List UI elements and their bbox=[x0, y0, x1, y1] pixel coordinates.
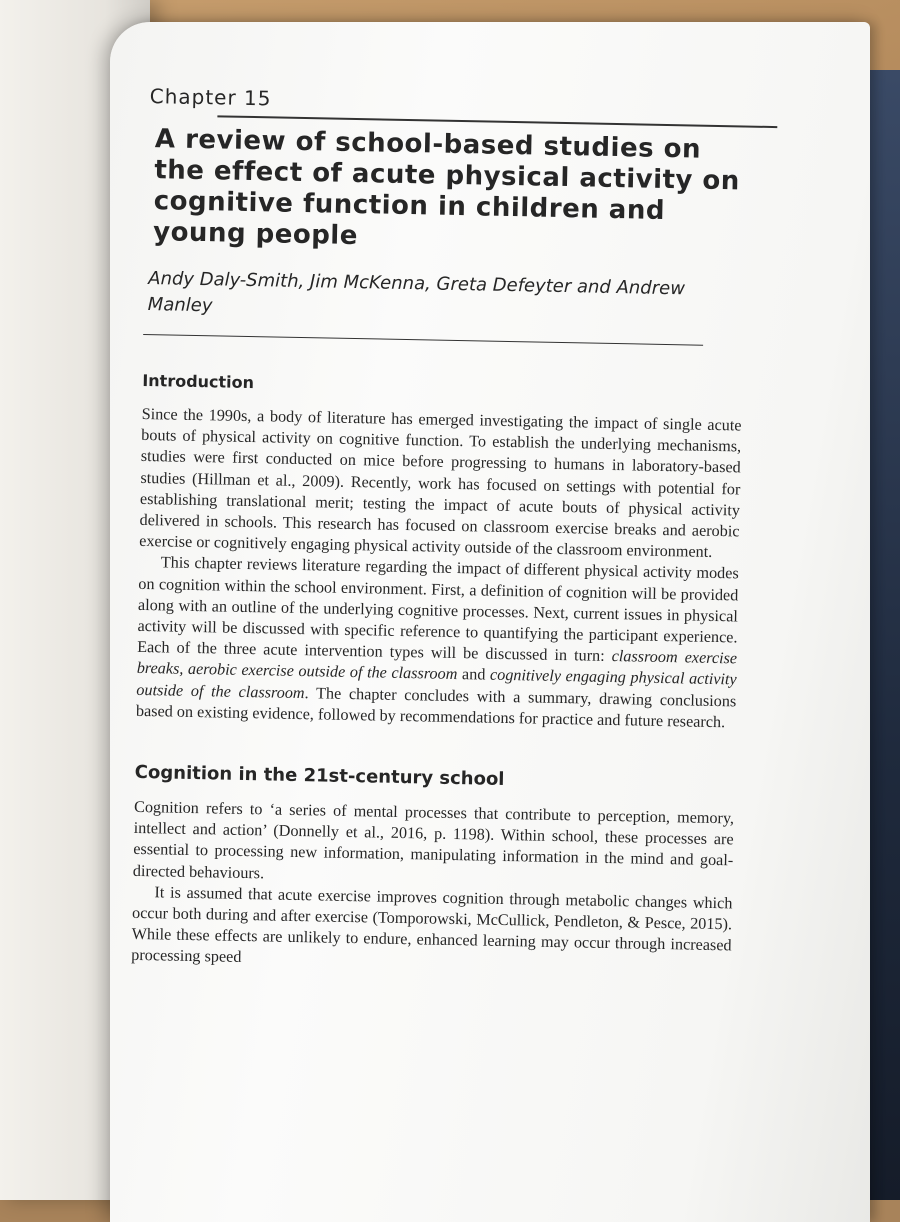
chapter-title: A review of school-based studies on the effect of acute physical activity on cognitive function in children and young people bbox=[152, 123, 741, 251]
chapter-authors: Andy Daly-Smith, Jim McKenna, Greta Defeyter and Andrew Manley bbox=[147, 267, 686, 316]
chapter-label: Chapter 15 bbox=[149, 84, 272, 111]
intro-p2-text-a: This chapter reviews literature regarding the impact of different physical activity modes on cognition within the school environment. First, a definition of cognition will be provided along with an outline of the underlying cognitive processes. Next, current issues in physical activity will be discussed with specific reference to quantifying the participant experience. Each of the three acute intervention types will be discussed in turn: bbox=[137, 553, 739, 666]
cognition-heading: Cognition in the 21st-century school bbox=[134, 761, 505, 791]
title-rule-bottom bbox=[143, 333, 703, 345]
introduction-paragraph-1: Since the 1990s, a body of literature has emerged investigating the impact of single acute bouts of physical activity on cognitive function. To establish the underlying mechanisms, studies were first conducted on mice before progressing to humans in laboratory-based studies (Hillman et al., 2009). Recently, work has focused on settings with potential for establishing translational merit; testing the impact of acute bouts of physical activity delivered in schools. This research has focused on classroom exercise breaks and aerobic exercise or cognitively engaging physical activity outside of the classroom environment. bbox=[139, 404, 742, 562]
cognition-paragraph-1: Cognition refers to ‘a series of mental processes that contribute to perception, memory, intellect and action’ (Donnelly et al., 2016, p. 1198). Within school, these processes are essential to processing new information, manipulating information in the mind and goal-directed behaviours. bbox=[132, 797, 735, 883]
intro-p2-emphasis-1: classroom exercise breaks, aerobic exercise outside of the classroom bbox=[136, 647, 738, 684]
intro-p2-emphasis-2: cognitively engaging physical activity outside of the classroom bbox=[136, 666, 737, 702]
intro-p2-and: and bbox=[457, 665, 491, 685]
page-content bbox=[131, 84, 748, 978]
introduction-heading: Introduction bbox=[142, 370, 255, 393]
intro-p2-text-b: . The chapter concludes with a summary, drawing conclusions based on existing evidence, followed by recommendations for practice and future research. bbox=[135, 683, 737, 732]
book-page bbox=[110, 22, 870, 1222]
introduction-paragraph-2 bbox=[136, 552, 739, 733]
cognition-paragraph-2: It is assumed that acute exercise improves cognition through metabolic changes which occur both during and after exercise (Tomporowski, McCullick, Pendleton, & Pesce, 2015). While these effects are unlikely to endure, enhanced learning may occur through increased processing speed bbox=[131, 883, 733, 967]
